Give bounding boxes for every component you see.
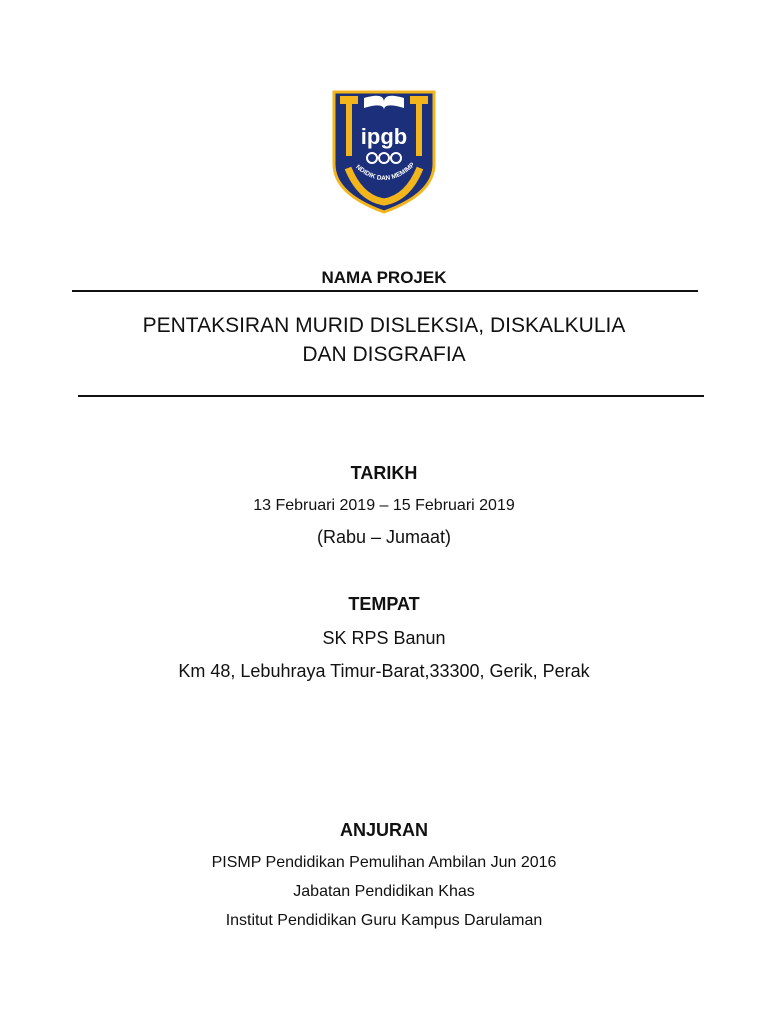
organizer-line3: Institut Pendidikan Guru Kampus Darulaman (225, 912, 543, 929)
project-title-line1: PENTAKSIRAN MURID DISLEKSIA, DISKALKULIA (142, 314, 626, 337)
ipgb-wordmark: ipgb (360, 124, 408, 149)
venue-heading: TEMPAT (348, 594, 420, 614)
motto-text: NDIDIK DAN MEMIMP (354, 161, 417, 183)
organizer-line1: PISMP Pendidikan Pemulihan Ambilan Jun 2016 (211, 854, 557, 871)
venue-name: SK RPS Banun (322, 628, 446, 648)
top-divider (72, 290, 698, 292)
venue-address: Km 48, Lebuhraya Timur-Barat,33300, Gerik, Perak (178, 661, 590, 681)
project-heading: NAMA PROJEK (321, 268, 447, 287)
crest-svg (330, 86, 438, 214)
date-heading: TARIKH (350, 463, 418, 483)
project-title-line2: DAN DISGRAFIA (302, 343, 466, 366)
bottom-divider (78, 395, 704, 397)
organizer-heading: ANJURAN (339, 820, 428, 840)
organizer-line2: Jabatan Pendidikan Khas (293, 883, 475, 900)
date-days: (Rabu – Jumaat) (316, 527, 452, 547)
ipg-crest-logo (330, 86, 438, 214)
date-range: 13 Februari 2019 – 15 Februari 2019 (253, 497, 515, 514)
